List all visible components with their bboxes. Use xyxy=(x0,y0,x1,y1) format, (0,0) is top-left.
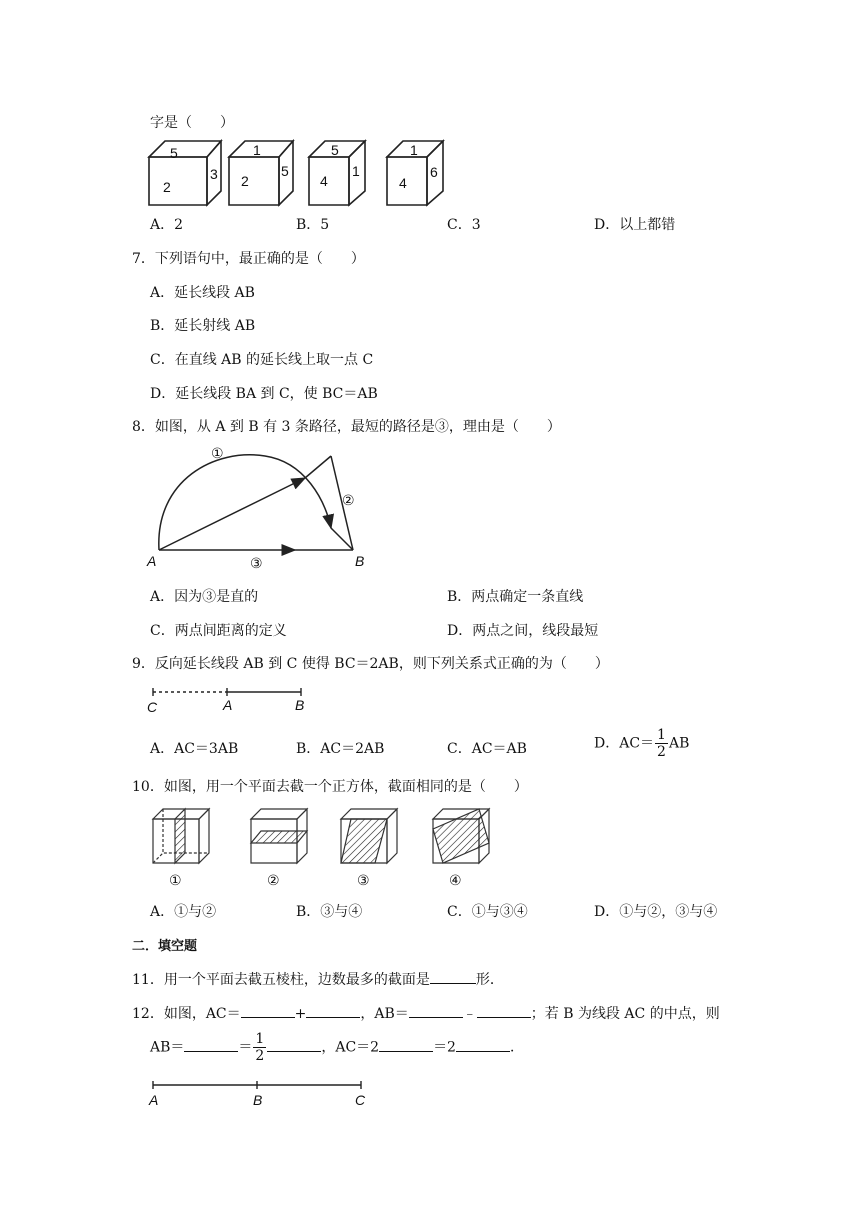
fraction-numerator: 1 xyxy=(255,1031,265,1047)
q8-option-b[interactable]: B．两点确定一条直线 xyxy=(447,589,584,605)
cube2-right-number: 5 xyxy=(281,163,289,179)
section-title-fill-blank: 二．填空题 xyxy=(132,939,198,954)
cube1-right-number: 3 xyxy=(210,166,218,182)
q12-segment-figure xyxy=(145,1075,375,1111)
q8-option-d[interactable]: D．两点之间，线段最短 xyxy=(447,623,599,639)
cube3-top-number: 5 xyxy=(331,142,339,158)
q12-blank-7[interactable] xyxy=(379,1037,433,1052)
q8-path3-label: ③ xyxy=(250,555,263,570)
cube3-right-number: 1 xyxy=(352,163,360,179)
q12-blank-2[interactable] xyxy=(306,1003,360,1018)
q12-label-b: B xyxy=(253,1092,263,1108)
q12-blank-5[interactable] xyxy=(184,1037,238,1052)
q12-minus: ﹣ xyxy=(462,1006,477,1022)
q12-line2-c: ＝2 xyxy=(433,1039,456,1056)
q7-stem: 7．下列语句中，最正确的是（ ） xyxy=(132,251,365,267)
cube1-top-number: 5 xyxy=(170,145,178,161)
q6-option-d[interactable]: D．以上都错 xyxy=(594,217,676,233)
q9-option-d-fraction xyxy=(655,728,668,759)
q6-stem-tail: 字是（ ） xyxy=(150,115,234,131)
q10-option-c[interactable]: C．①与③④ xyxy=(447,904,528,920)
cube1-front-number: 2 xyxy=(163,179,171,195)
q12-line1-a: 12．如图，AC＝ xyxy=(132,1006,241,1022)
q12-blank-6[interactable] xyxy=(267,1037,321,1052)
q9-option-d-suffix: AB xyxy=(668,735,690,752)
q10-option-a[interactable]: A．①与② xyxy=(150,904,217,920)
q12-fraction xyxy=(253,1032,266,1063)
q12-line2-eq: ＝ xyxy=(238,1039,253,1056)
q12-line2 xyxy=(150,1032,524,1063)
q12-line1-c: ；若 B 为线段 AC 的中点，则 xyxy=(530,1006,720,1022)
q7-option-d[interactable]: D．延长线段 BA 到 C，使 BC＝AB xyxy=(150,386,378,402)
q9-label-c: C xyxy=(147,699,158,715)
fraction-numerator: 1 xyxy=(657,727,666,743)
q9-option-c[interactable]: C．AC＝AB xyxy=(447,741,527,757)
q12-line1 xyxy=(132,1003,720,1023)
q8-stem: 8．如图，从 A 到 B 有 3 条路径，最短的路径是③，理由是（ ） xyxy=(132,419,561,435)
q6-option-a[interactable]: A．2 xyxy=(150,217,184,233)
q9-label-a: A xyxy=(223,697,233,713)
q12-label-c: C xyxy=(355,1092,366,1108)
q9-option-d-prefix: D．AC＝ xyxy=(594,735,655,752)
q10-label-1: ① xyxy=(169,872,182,888)
q12-blank-8[interactable] xyxy=(456,1037,510,1052)
q8-path2-label: ② xyxy=(342,492,355,508)
q9-option-a[interactable]: A．AC＝3AB xyxy=(150,741,239,757)
cube2-top-number: 1 xyxy=(253,142,261,158)
q6-option-c[interactable]: C．3 xyxy=(447,217,481,233)
cube4-right-number: 6 xyxy=(430,164,438,180)
q12-line2-b: ，AC＝2 xyxy=(321,1039,380,1056)
cube2-front-number: 2 xyxy=(241,173,249,189)
q7-option-c[interactable]: C．在直线 AB 的延长线上取一点 C xyxy=(150,352,374,368)
q11-text-after: 形． xyxy=(475,972,504,988)
fraction-denominator: 2 xyxy=(255,1048,265,1064)
q8-label-b: B xyxy=(355,553,365,569)
cube3-front-number: 4 xyxy=(320,173,328,189)
q9-label-b: B xyxy=(295,697,305,713)
q10-label-4: ④ xyxy=(449,872,462,888)
q12-blank-3[interactable] xyxy=(409,1003,463,1018)
q7-option-b[interactable]: B．延长射线 AB xyxy=(150,318,256,334)
cube4-front-number: 4 xyxy=(399,175,407,191)
q8-path1-label: ① xyxy=(211,445,224,461)
q11-line xyxy=(132,969,504,989)
q12-line2-end: ． xyxy=(509,1039,524,1056)
q7-option-a[interactable]: A．延长线段 AB xyxy=(150,285,255,301)
q9-segment-figure xyxy=(145,682,315,716)
q10-label-2: ② xyxy=(267,872,280,888)
q12-plus: + xyxy=(294,1006,307,1022)
q9-stem: 9．反向延长线段 AB 到 C 使得 BC＝2AB，则下列关系式正确的为（ ） xyxy=(132,656,609,672)
q12-line1-b: ，AB＝ xyxy=(360,1006,409,1022)
q11-text-before: 11．用一个平面去截五棱柱，边数最多的截面是 xyxy=(132,972,430,988)
q8-label-a: A xyxy=(147,553,157,569)
q10-sections-figure xyxy=(145,805,505,889)
q10-label-3: ③ xyxy=(357,872,370,888)
q8-option-a[interactable]: A．因为③是直的 xyxy=(150,589,259,605)
q8-path-figure xyxy=(145,440,375,570)
q9-option-d[interactable] xyxy=(594,728,689,759)
q12-line2-a: AB＝ xyxy=(150,1039,185,1056)
q8-option-c[interactable]: C．两点间距离的定义 xyxy=(150,623,287,639)
q9-option-b[interactable]: B．AC＝2AB xyxy=(296,741,385,757)
q10-option-d[interactable]: D．①与②，③与④ xyxy=(594,904,718,920)
q10-option-b[interactable]: B．③与④ xyxy=(296,904,363,920)
q6-option-b[interactable]: B．5 xyxy=(296,217,330,233)
q6-cubes-figure xyxy=(145,135,455,207)
q12-blank-1[interactable] xyxy=(241,1003,295,1018)
q10-stem: 10．如图，用一个平面去截一个正方体，截面相同的是（ ） xyxy=(132,779,528,795)
q12-blank-4[interactable] xyxy=(477,1003,531,1018)
q11-blank[interactable] xyxy=(430,969,476,984)
cube4-top-number: 1 xyxy=(410,142,418,158)
q12-label-a: A xyxy=(149,1092,159,1108)
fraction-denominator: 2 xyxy=(657,744,666,760)
